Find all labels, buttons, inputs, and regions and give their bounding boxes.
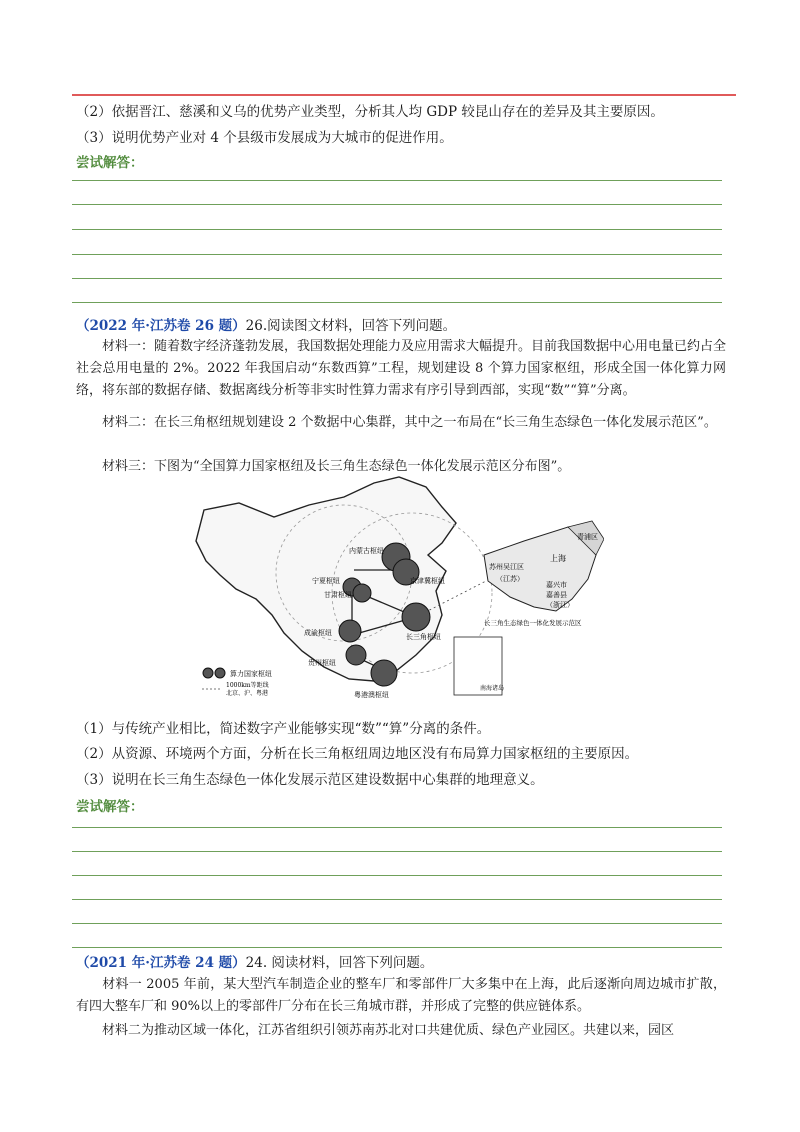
question-2022-item-3: （3）说明在长三角生态绿色一体化发展示范区建设数据中心集群的地理意义。: [76, 772, 544, 788]
try-answer-heading: 尝试解答：: [76, 155, 144, 171]
hub-label: 京津冀枢纽: [410, 577, 445, 585]
hub-marker: [353, 584, 371, 602]
question-2022-item-1: （1）与传统产业相比，简述数字产业能够实现“数”“算”分离的条件。: [76, 721, 491, 737]
hub-label: 成渝枢纽: [304, 629, 332, 637]
inset-label: 嘉兴市: [546, 581, 567, 589]
hub-marker: [402, 603, 430, 631]
hub-label: 贵州枢纽: [308, 659, 336, 667]
legend-line-label: 1000km等距线: [226, 682, 269, 689]
material-3: 材料三：下图为“全国算力国家枢纽及长三角生态绿色一体化发展示范区分布图”。: [102, 459, 571, 474]
hub-distribution-map: [184, 475, 604, 700]
inset-label: （浙江）: [546, 601, 574, 609]
question-intro: 26.阅读图文材料，回答下列问题。: [245, 318, 457, 334]
hub-marker: [339, 620, 361, 642]
inset-label: 上海: [550, 554, 566, 563]
legend-hub-marker: [203, 668, 213, 678]
answer-line[interactable]: [72, 947, 722, 948]
legend-hub-label: 算力国家枢纽: [230, 670, 272, 678]
answer-line[interactable]: [72, 229, 722, 230]
inset-label: 青浦区: [577, 533, 598, 541]
material-2-2021: 材料二为推动区域一体化，江苏省组织引领苏南苏北对口共建优质、绿色产业园区。共建以来，园区: [102, 1023, 675, 1038]
hub-marker: [371, 660, 397, 686]
inset-caption: 长三角生态绿色一体化发展示范区: [484, 619, 582, 627]
material-2: 材料二：在长三角枢纽规划建设 2 个数据中心集群，其中之一布局在“长三角生态绿色一体化发展示范区”。: [102, 415, 717, 430]
hub-label: 粤港澳枢纽: [354, 691, 389, 699]
answer-line[interactable]: [72, 875, 722, 876]
inset-label: 嘉善县: [546, 591, 567, 599]
answer-line[interactable]: [72, 278, 722, 279]
answer-line[interactable]: [72, 302, 722, 303]
answer-line[interactable]: [72, 204, 722, 205]
answer-line[interactable]: [72, 180, 722, 181]
legend-note: 北京、沪、粤港: [226, 690, 269, 697]
question-source: （2021 年·江苏卷 24 题）: [76, 955, 246, 971]
inset-label: 苏州吴江区: [489, 563, 524, 571]
answer-line[interactable]: [72, 899, 722, 900]
question-prev-item-3: （3）说明优势产业对 4 个县级市发展成为大城市的促进作用。: [76, 130, 453, 146]
legend-hub-marker: [215, 668, 225, 678]
try-answer-heading: 尝试解答：: [76, 799, 144, 815]
hub-label: 长三角枢纽: [406, 633, 441, 641]
question-2021-header: [76, 951, 433, 971]
hub-label: 宁夏枢纽: [312, 577, 340, 585]
answer-line[interactable]: [72, 254, 722, 255]
answer-line[interactable]: [72, 851, 722, 852]
question-intro: 24. 阅读材料，回答下列问题。: [245, 955, 434, 971]
material-1-2021: 材料一 2005 年前，某大型汽车制造企业的整车厂和零部件厂大多集中在上海，此后逐渐向周边城市扩散，有四大整车厂和 90%以上的零部件厂分布在长三角城市群，并形成了完整的供应链体系。: [76, 977, 726, 1014]
material-1: 材料一：随着数字经济蓬勃发展，我国数据处理能力及应用需求大幅提升。目前我国数据中心用电量已约占全社会总用电量的 2%。2022 年我国启动“东数西算”工程，规划建设 8 个算力国家枢纽，形成全国一体化算力网络，将东部的数据存储、数据离线分析等非实时性算力需求有序引导到西部，实现“数”“算”分离。: [76, 339, 727, 398]
answer-line[interactable]: [72, 827, 722, 828]
hub-label: 内蒙古枢纽: [349, 547, 384, 555]
question-prev-item-2: （2）依据晋江、慈溪和义乌的优势产业类型，分析其人均 GDP 较昆山存在的差异及其主要原因。: [76, 104, 664, 120]
inset-label: （江苏）: [496, 575, 524, 583]
answer-line[interactable]: [72, 923, 722, 924]
top-rule: [72, 94, 736, 96]
hub-marker: [346, 645, 366, 665]
question-2022-header: [76, 314, 456, 334]
question-source: （2022 年·江苏卷 26 题）: [76, 318, 246, 334]
hub-label: 甘肃枢纽: [324, 591, 352, 599]
question-2022-item-2: （2）从资源、环境两个方面，分析在长三角枢纽周边地区没有布局算力国家枢纽的主要原因。: [76, 746, 639, 762]
south-sea-label: 南海诸岛: [480, 685, 505, 692]
